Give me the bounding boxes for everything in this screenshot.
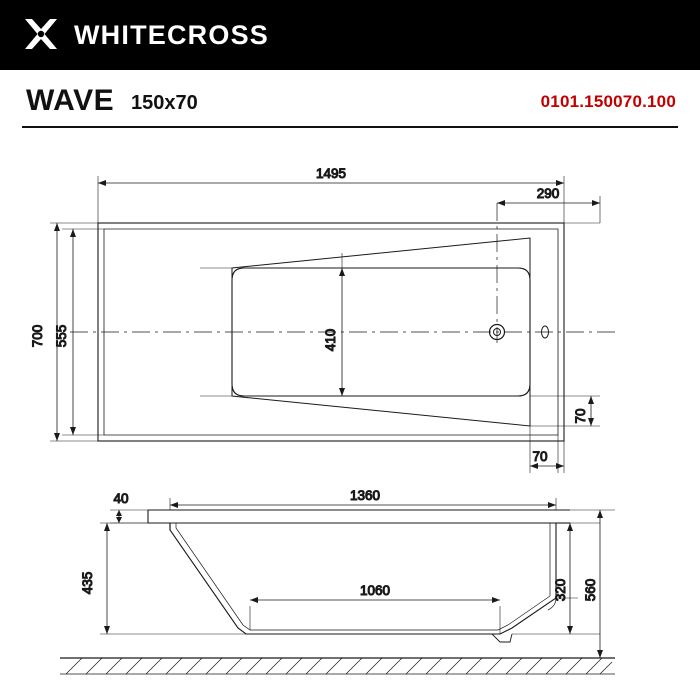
dim-top-height-overall: 700 (30, 324, 45, 348)
floor-hatching (60, 658, 615, 674)
dim-top-rim-right: 70 (573, 408, 588, 424)
dim-top-drain-offset: 290 (536, 186, 560, 201)
dim-top-rim-bottom: 70 (532, 449, 548, 464)
article-code: 0101.150070.100 (540, 92, 676, 111)
side-view-outline (148, 510, 570, 642)
title-row (0, 70, 700, 128)
model-name: WAVE (26, 84, 115, 117)
dim-side-bottom-length: 1060 (359, 583, 391, 598)
top-view-extension-lines (50, 176, 600, 473)
side-view-dimension-lines (104, 502, 615, 658)
dim-top-height-inner: 555 (54, 324, 69, 348)
technical-drawing (0, 128, 700, 700)
dim-top-bowl-width: 410 (323, 328, 338, 352)
dim-side-total-height: 560 (583, 578, 598, 602)
dim-side-rim-thickness: 40 (113, 491, 129, 506)
dim-side-height: 435 (80, 571, 95, 595)
model-size: 150x70 (131, 92, 198, 114)
dim-top-overall: 1495 (315, 166, 347, 181)
side-view-extension-lines (100, 498, 615, 634)
cross-x-icon (22, 16, 60, 54)
header-bar (0, 0, 700, 70)
brand-name: WHITECROSS (74, 19, 270, 50)
dim-side-rim-length: 1360 (349, 488, 381, 503)
dim-side-inner-height: 320 (553, 578, 568, 602)
